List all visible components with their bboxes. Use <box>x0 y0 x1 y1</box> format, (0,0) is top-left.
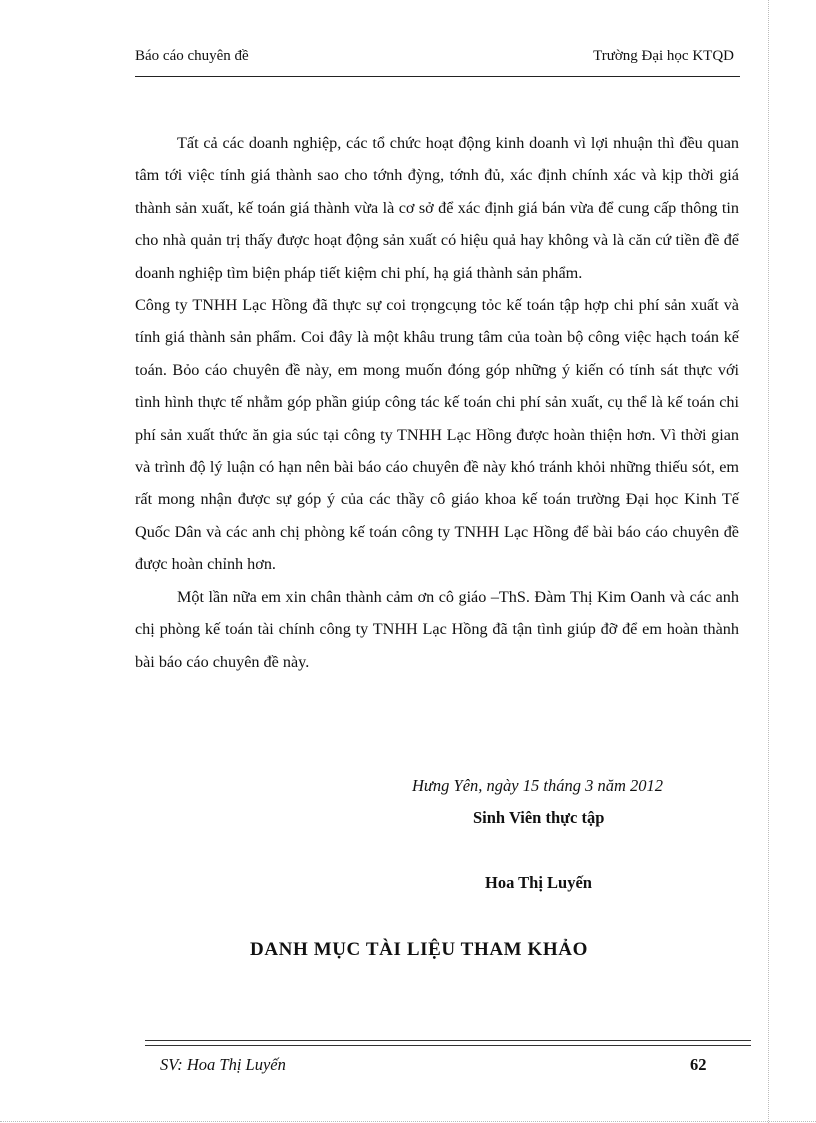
page-edge-bottom <box>0 1121 816 1122</box>
footer-divider-top <box>145 1040 751 1041</box>
signature-role: Sinh Viên thực tập <box>473 808 605 827</box>
page-header <box>135 48 740 70</box>
paragraph-thanks: Một lần nữa em xin chân thành cảm ơn cô giáo –ThS. Đàm Thị Kim Oanh và các anh chị phòng kế toán tài chính công ty TNHH Lạc Hồng đã tận tình giúp đỡ để em hoàn thành bài báo cáo chuyên đề này. <box>135 587 739 671</box>
header-report-title: Báo cáo chuyên đề <box>135 48 249 64</box>
references-title: DANH MỤC TÀI LIỆU THAM KHẢO <box>250 939 588 960</box>
header-university: Trường Đại học KTQD <box>593 48 734 64</box>
paragraph-company: Công ty TNHH Lạc Hồng đã thực sự coi trọngcụng tỏc kế toán tập hợp chi phí sản xuất và tính giá thành sản phẩm. Coi đây là một khâu trung tâm của toàn bộ công việc hạch toán kế toán. Bỏo cáo chuyên đề này, em mong muốn đóng góp những ý kiến có tính sát thực với tình hình thực tế nhằm góp phần giúp công tác kế toán chi phí sản xuất, cụ thể là kế toán chi phí sản xuất thức ăn gia súc tại công ty TNHH Lạc Hồng được hoàn thiện hơn. Vì thời gian và trình độ lý luận có hạn nên bài báo cáo chuyên đề này khó tránh khỏi những thiếu sót, em rất mong nhận được sự góp ý của các thầy cô giáo khoa kế toán trường Đại học Kinh Tế Quốc Dân và các anh chị phòng kế toán công ty TNHH Lạc Hồng để bài báo cáo chuyên đề được hoàn chỉnh hơn. <box>135 296 739 574</box>
paragraph-intro: Tất cả các doanh nghiệp, các tổ chức hoạt động kinh doanh vì lợi nhuận thì đều quan tâm tới việc tính giá thành sao cho tớnh đỳng, tớnh đủ, xác định chính xác và kịp thời giá thành sản xuất, kế toán giá thành vừa là cơ sở để xác định giá bán vừa để cung cấp thông tin cho nhà quản trị thấy được hoạt động sản xuất có hiệu quả hay không và là căn cứ tiền đề để doanh nghiệp tìm biện pháp tiết kiệm chi phí, hạ giá thành sản phẩm. <box>135 134 739 282</box>
signature-name: Hoa Thị Luyến <box>485 873 592 892</box>
footer-student: SV: Hoa Thị Luyến <box>160 1055 286 1074</box>
signature-date: Hưng Yên, ngày 15 tháng 3 năm 2012 <box>412 776 663 795</box>
page-edge-right <box>768 0 769 1123</box>
footer-divider-bottom <box>145 1045 751 1046</box>
page-number: 62 <box>690 1055 707 1074</box>
body-text <box>135 127 739 678</box>
header-divider <box>135 76 740 77</box>
